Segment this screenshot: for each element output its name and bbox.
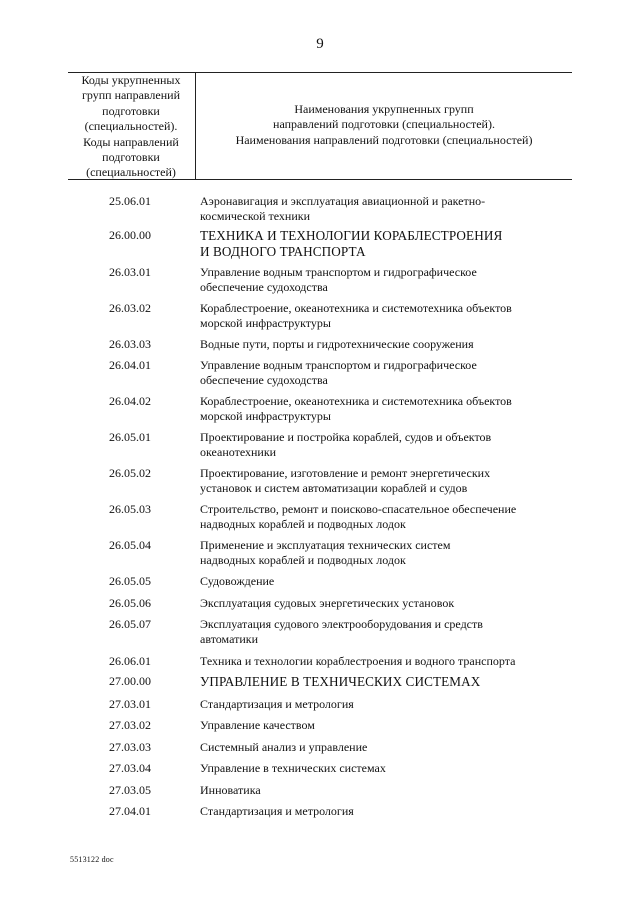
row-name-line: Стандартизация и метрология [200,697,354,711]
header-codes-line: (специальностей). [84,119,178,134]
row-name [200,718,560,733]
row-name-line: УПРАВЛЕНИЕ В ТЕХНИЧЕСКИХ СИСТЕМАХ [200,674,481,689]
row-code: 26.05.03 [109,502,151,516]
row-name-line: морской инфраструктуры [200,408,331,423]
row-code: 26.05.07 [109,617,151,631]
row-name-line: Эксплуатация судового электрооборудования и средств [200,617,483,631]
header-codes-line: Коды укрупненных [81,73,181,87]
row-code: 26.06.01 [109,654,151,668]
row-name-line: Кораблестроение, океанотехника и системотехника объектов [200,301,512,315]
row-name-line: океанотехники [200,444,277,459]
row-name-line: Эксплуатация судовых энергетических установок [200,596,455,610]
row-name [200,697,560,712]
row-name-line: Управление водным транспортом и гидрографическое [200,358,477,372]
row-name [200,337,560,352]
row-name-line: Аэронавигация и эксплуатация авиационной и ракетно- [200,194,486,208]
row-code: 26.05.06 [109,596,151,610]
row-name-line: Управление качеством [200,718,315,732]
row-name-line: морской инфраструктуры [200,315,331,330]
row-code: 26.00.00 [109,228,151,242]
row-code: 26.05.05 [109,574,151,588]
row-name [200,502,560,531]
header-names-line: Наименования направлений подготовки (специальностей) [235,132,533,147]
header-names-line: направлений подготовки (специальностей). [273,117,495,132]
row-name [200,430,560,459]
row-code: 27.03.04 [109,761,151,775]
header-codes-line: подготовки [102,103,160,118]
row-name [200,538,560,567]
row-name-line: ТЕХНИКА И ТЕХНОЛОГИИ КОРАБЛЕСТРОЕНИЯ [200,228,503,243]
row-code: 26.03.03 [109,337,151,351]
row-name [200,740,560,755]
row-code: 26.05.01 [109,430,151,444]
row-name-line: И ВОДНОГО ТРАНСПОРТА [200,243,366,259]
row-name-line: Проектирование и постройка кораблей, судов и объектов [200,430,492,444]
row-name-line: Управление водным транспортом и гидрографическое [200,265,477,279]
row-name [200,265,560,294]
row-code: 27.04.01 [109,804,151,818]
row-name-line: Судовождение [200,574,275,588]
row-name [200,194,560,223]
row-name-line: космической техники [200,208,310,223]
row-name [200,466,560,495]
header-codes-line: (специальностей) [86,165,176,180]
row-name-group-heading [200,228,560,259]
header-codes-line: Коды направлений [83,134,179,149]
row-name [200,783,560,798]
row-code: 27.03.03 [109,740,151,754]
row-name [200,394,560,423]
page-number: 9 [316,36,324,52]
row-name-line: надводных кораблей и подводных лодок [200,516,406,531]
row-name-line: Водные пути, порты и гидротехнические сооружения [200,337,474,351]
row-name-line: обеспечение судоходства [200,372,328,387]
row-name [200,761,560,776]
row-name-line: Проектирование, изготовление и ремонт энергетических [200,466,491,480]
row-name-line: Стандартизация и метрология [200,804,354,818]
row-code: 26.04.02 [109,394,151,408]
row-code: 26.03.02 [109,301,151,315]
row-name [200,654,560,669]
row-code: 26.04.01 [109,358,151,372]
row-code: 25.06.01 [109,194,151,208]
row-code: 27.03.02 [109,718,151,732]
row-code: 26.03.01 [109,265,151,279]
header-names-line: Наименования укрупненных групп [294,102,474,116]
row-name-line: Применение и эксплуатация технических систем [200,538,451,552]
row-name [200,596,560,611]
row-name-line: Кораблестроение, океанотехника и системотехника объектов [200,394,512,408]
row-name [200,617,560,646]
row-code: 27.03.05 [109,783,151,797]
row-name-line: установок и систем автоматизации кораблей и судов [200,480,468,495]
header-codes-line: подготовки [102,150,160,165]
row-name [200,358,560,387]
row-name-line: Инноватика [200,783,261,797]
row-code: 27.03.01 [109,697,151,711]
row-name-line: обеспечение судоходства [200,279,328,294]
row-code: 26.05.02 [109,466,151,480]
row-code: 26.05.04 [109,538,151,552]
row-name-line: Управление в технических системах [200,761,386,775]
document-footer: 5513122 doc [70,855,114,864]
row-name [200,574,560,589]
row-name [200,804,560,819]
row-name [200,301,560,330]
row-name-line: Системный анализ и управление [200,740,368,754]
row-name-line: Техника и технологии кораблестроения и водного транспорта [200,654,516,668]
row-name-line: Строительство, ремонт и поисково-спасательное обеспечение [200,502,517,516]
row-name-line: автоматики [200,631,258,646]
row-code: 27.00.00 [109,674,151,688]
header-codes-line: групп направлений [81,88,181,103]
row-name-group-heading [200,674,560,690]
row-name-line: надводных кораблей и подводных лодок [200,552,406,567]
